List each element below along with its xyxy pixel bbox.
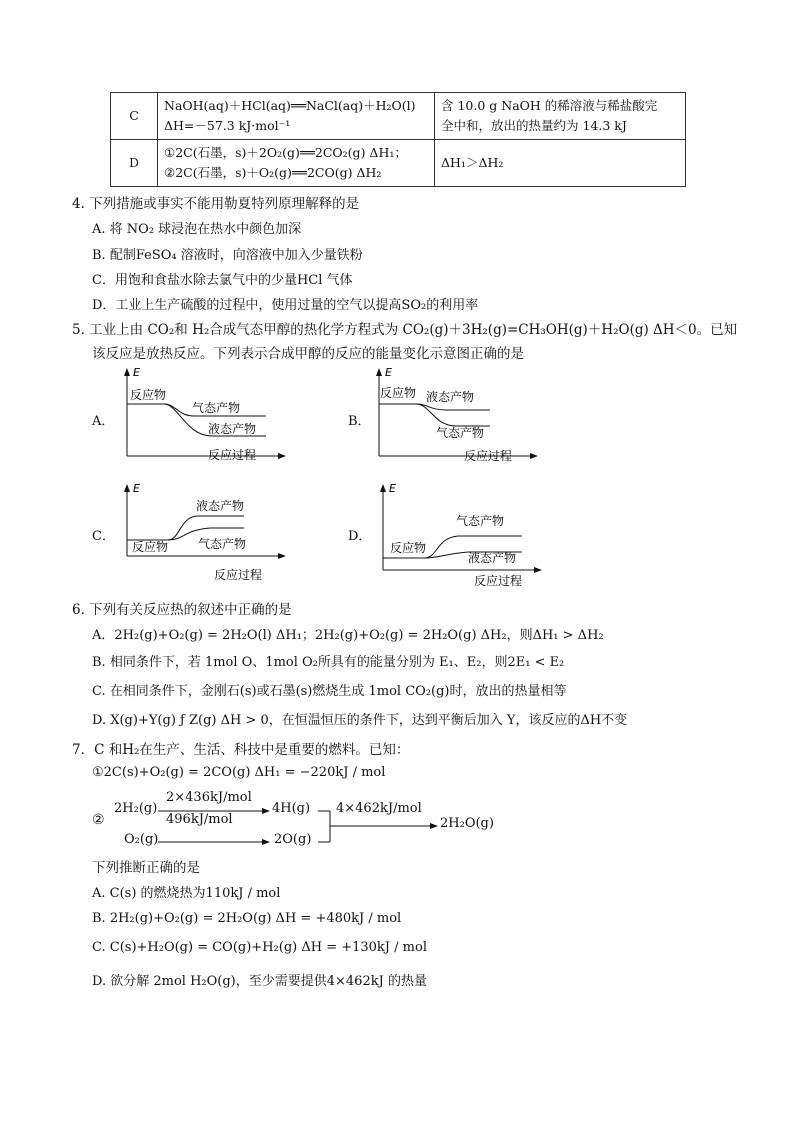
- question-4-stem: 4. 下列措施或事实不能用勒夏特列原理解释的是: [72, 196, 360, 212]
- lower-product-label: 液态产物: [208, 422, 257, 436]
- question-7-stem: 7．C 和H₂在生产、生活、科技中是重要的燃料。已知：: [72, 742, 410, 758]
- row-equation: ①2C(石墨，s)＋2O₂(g)══2CO₂(g) ΔH₁； ②2C(石墨，s)＋O₂(g)══2CO(g) ΔH₂: [158, 140, 435, 187]
- axis-x-label: 反应过程: [464, 449, 513, 463]
- lower-product-label: 液态产物: [468, 551, 517, 565]
- axis-y-label: E: [133, 482, 140, 495]
- upper-product-label: 气态产物: [456, 514, 505, 528]
- axis-x-label: 反应过程: [214, 568, 263, 582]
- axis-x-label: 反应过程: [474, 574, 523, 588]
- graph-c-letter: C．: [92, 529, 115, 544]
- reactant-label: 反应物: [390, 541, 427, 555]
- question-5-stem: 5. 工业上由 CO₂和 H₂合成气态甲醇的热化学方程式为 CO₂(g)＋3H₂(g)=CH₃OH(g)＋H₂O(g) ΔH＜0。已知: [72, 322, 738, 338]
- diagram-number: ②: [92, 812, 105, 828]
- question-4-option-b: B. 配制FeSO₄ 溶液时，向溶液中加入少量铁粉: [92, 248, 363, 263]
- upper-product-label: 气态产物: [192, 401, 241, 415]
- question-6-option-b: B. 相同条件下，若 1mol O、1mol O₂所具有的能量分别为 E₁、E₂，则2E₁ < E₂: [92, 655, 565, 670]
- question-6-stem: 6. 下列有关反应热的叙述中正确的是: [72, 602, 292, 618]
- question-7-ask: 下列推断正确的是: [92, 860, 200, 876]
- arrow-head: [262, 808, 270, 814]
- diagram-h-bond-label: 2×436kJ/mol: [166, 790, 252, 805]
- row-note: 含 10.0 g NaOH 的稀溶液与稀盐酸完 全中和，放出的热量约为 14.3 kJ: [435, 93, 686, 140]
- axis-y-label: E: [133, 366, 140, 379]
- reactant-label: 反应物: [380, 386, 417, 400]
- question-7-option-a: A. C(s) 的燃烧热为110kJ / mol: [92, 886, 281, 901]
- row-equation: NaOH(aq)＋HCl(aq)══NaCl(aq)＋H₂O(l) ΔH=－57.3 kJ·mol⁻¹: [158, 93, 435, 140]
- axis-x-label: 反应过程: [208, 448, 257, 462]
- upper-product-label: 液态产物: [426, 390, 475, 404]
- question-5-stem-cont: 该反应是放热反应。下列表示合成甲醇的反应的能量变化示意图正确的是: [92, 346, 524, 362]
- graph-b-letter: B．: [348, 414, 371, 429]
- question-6-option-c: C. 在相同条件下，金刚石(s)或石墨(s)燃烧生成 1mol CO₂(g)时，放出的热量相等: [92, 684, 567, 699]
- lower-product-label: 气态产物: [198, 537, 247, 551]
- axis-y-label: E: [389, 482, 396, 495]
- graph-d-letter: D．: [348, 529, 372, 544]
- lower-product-label: 气态产物: [436, 426, 485, 440]
- diagram-h2: 2H₂(g): [114, 801, 158, 816]
- reactant-label: 反应物: [130, 388, 167, 402]
- reactant-label: 反应物: [132, 540, 169, 554]
- row-note: ΔH₁＞ΔH₂: [435, 140, 686, 187]
- question-7-option-b: B. 2H₂(g)+O₂(g) = 2H₂O(g) ΔH = +480kJ / mol: [92, 911, 402, 926]
- diagram-h-atoms: 4H(g): [272, 801, 311, 816]
- axis-y-label: E: [385, 366, 392, 379]
- upper-product-label: 液态产物: [196, 499, 245, 513]
- row-label: D: [111, 140, 158, 187]
- question-4-option-d: D．工业上生产硫酸的过程中，使用过量的空气以提高SO₂的利用率: [92, 298, 479, 313]
- question-4-option-c: C．用饱和食盐水除去氯气中的少量HCl 气体: [92, 273, 353, 288]
- row-label: C: [111, 93, 158, 140]
- diagram-o-atoms: 2O(g): [274, 832, 312, 847]
- diagram-o-bond-label: 496kJ/mol: [166, 812, 233, 827]
- diagram-o2: O₂(g): [124, 832, 159, 847]
- arrow-head: [430, 823, 438, 829]
- question-7-option-d: D. 欲分解 2mol H₂O(g)，至少需要提供4×462kJ 的热量: [92, 974, 427, 989]
- graph-a-letter: A．: [92, 414, 115, 429]
- question-7-option-c: C. C(s)+H₂O(g) = CO(g)+H₂(g) ΔH = +130kJ / mol: [92, 940, 427, 955]
- diagram-formation-label: 4×462kJ/mol: [336, 801, 422, 816]
- question-6-option-d: D. X(g)+Y(g) ƒ Z(g) ΔH > 0，在恒温恒压的条件下，达到平衡后加入 Y，该反应的ΔH不变: [92, 713, 628, 728]
- question-6-option-a: A．2H₂(g)+O₂(g) = 2H₂O(l) ΔH₁；2H₂(g)+O₂(g) = 2H₂O(g) ΔH₂，则ΔH₁ > ΔH₂: [92, 628, 604, 643]
- question-7-equation-1: ①2C(s)+O₂(g) = 2CO(g) ΔH₁ = −220kJ / mol: [92, 765, 386, 780]
- diagram-product: 2H₂O(g): [440, 816, 494, 831]
- question-4-option-a: A. 将 NO₂ 球浸泡在热水中颜色加深: [92, 222, 302, 237]
- arrow-head: [262, 839, 270, 845]
